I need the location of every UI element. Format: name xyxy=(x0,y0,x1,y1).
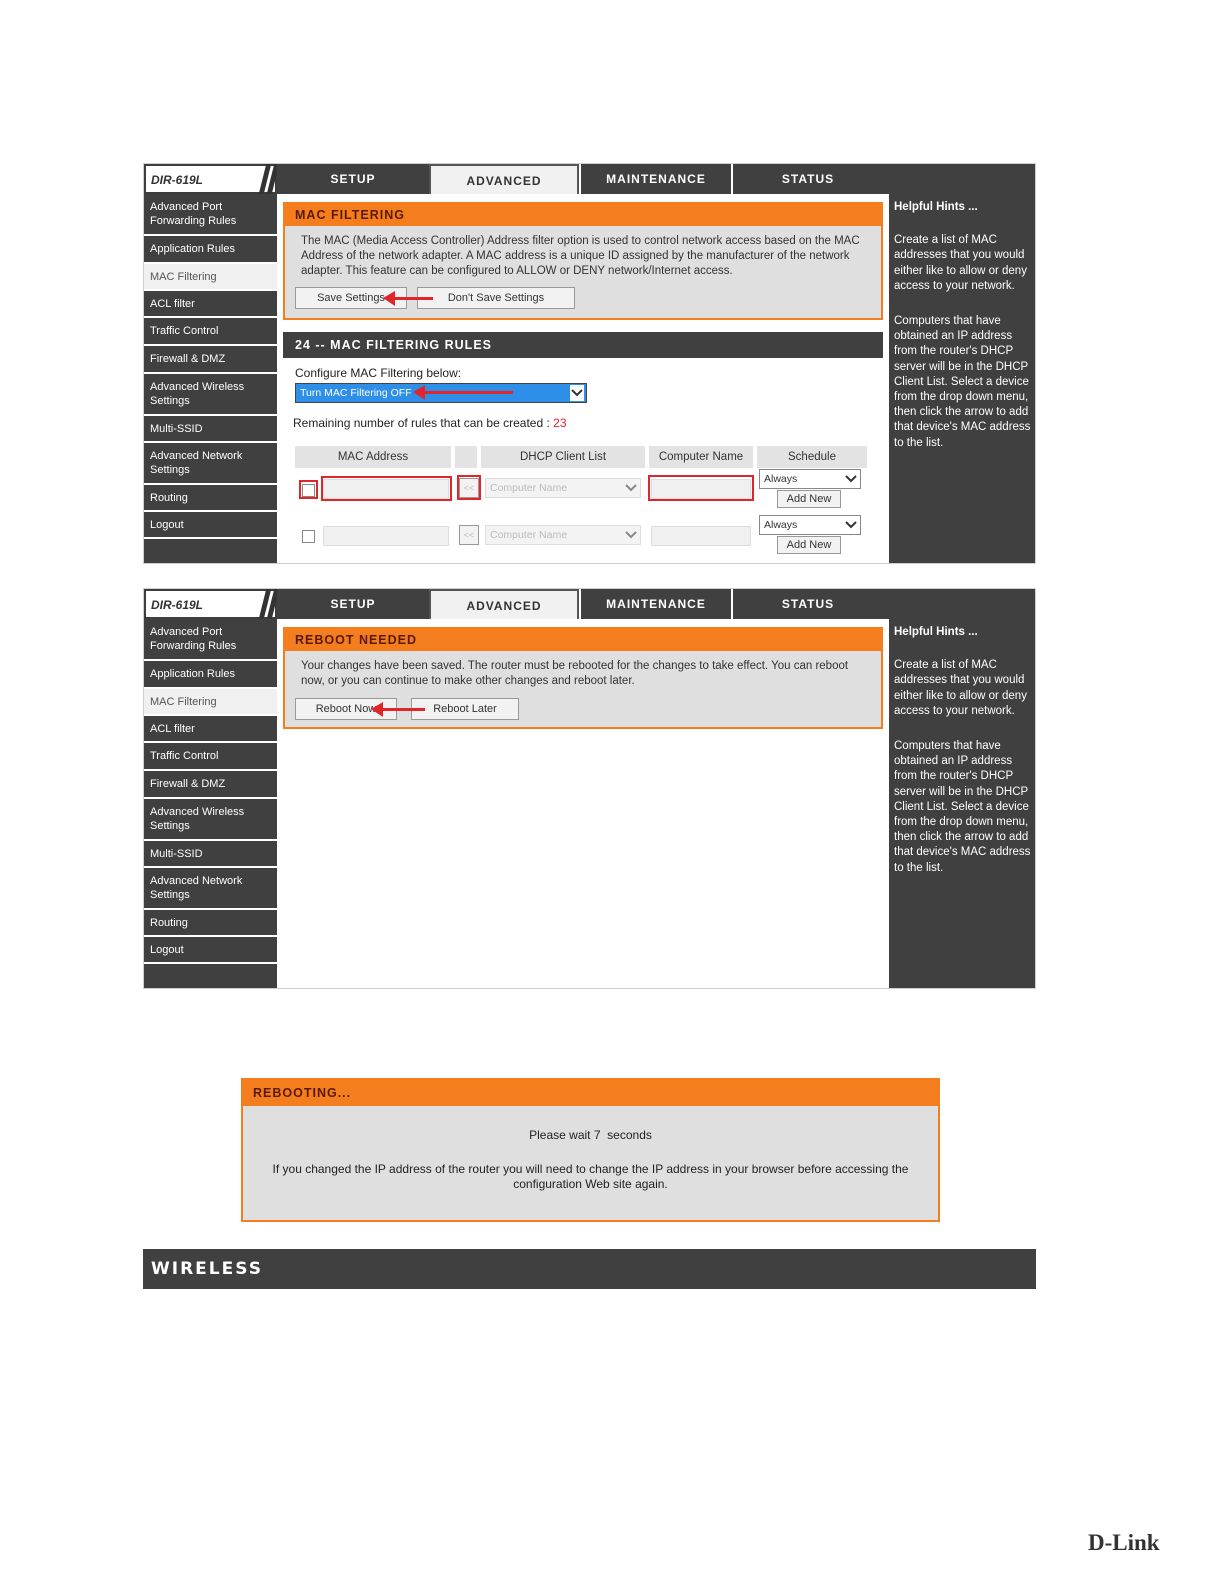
schedule-select[interactable] xyxy=(759,469,861,489)
chevron-down-icon xyxy=(624,480,638,496)
sidebar-item-multi-ssid[interactable]: Multi-SSID xyxy=(144,841,277,868)
schedule-value: Always xyxy=(764,519,798,531)
dont-save-settings-button[interactable]: Don't Save Settings xyxy=(417,287,575,309)
model-name: DIR-619L xyxy=(151,173,204,187)
sidebar-item-acl-filter[interactable]: ACL filter xyxy=(144,291,277,318)
sidebar-item-routing[interactable]: Routing xyxy=(144,485,277,512)
client-placeholder: Computer Name xyxy=(490,529,568,541)
chevron-down-icon xyxy=(844,517,858,533)
chevron-down-icon xyxy=(624,527,638,543)
dlink-model-logo xyxy=(144,589,277,619)
reboot-now-button[interactable]: Reboot Now xyxy=(295,698,397,720)
tab-advanced[interactable]: ADVANCED xyxy=(429,589,579,619)
wireless-footer-bar xyxy=(143,1249,1036,1289)
annotation-highlight-box xyxy=(457,475,481,500)
hints-paragraph: Computers that have obtained an IP address from the router's DHCP server will be in the DHCP Client List. Select a device from the drop down menu, then click the arrow to add that device's MAC address to the list. xyxy=(894,315,1031,449)
add-new-schedule-button[interactable]: Add New xyxy=(777,490,841,508)
router-screenshot-mac-filtering xyxy=(143,163,1036,564)
model-name: DIR-619L xyxy=(151,598,204,612)
sidebar-item-advanced-wireless[interactable]: Advanced Wireless Settings xyxy=(144,799,277,841)
sidebar-item-application-rules[interactable]: Application Rules xyxy=(144,236,277,264)
column-dhcp-client-list: DHCP Client List xyxy=(481,446,645,468)
sidebar-item-application-rules[interactable]: Application Rules xyxy=(144,661,277,689)
sidebar-item-mac-filtering[interactable]: MAC Filtering xyxy=(144,264,277,291)
dhcp-client-select[interactable] xyxy=(485,478,641,498)
rebooting-note: If you changed the IP address of the router you will need to change the IP address in your browser before accessing the configuration Web site again. xyxy=(272,1162,909,1191)
wait-countdown-text: Please wait 7 seconds xyxy=(529,1128,652,1142)
hints-title: Helpful Hints ... xyxy=(894,201,978,213)
copy-mac-button[interactable]: << xyxy=(459,525,479,545)
reboot-message: Your changes have been saved. The router must be rebooted for the changes to take effect. You can reboot now, or you can continue to make other changes and reboot later. xyxy=(301,660,849,687)
schedule-select[interactable] xyxy=(759,515,861,535)
sidebar-item-logout[interactable]: Logout xyxy=(144,512,277,539)
configure-label: Configure MAC Filtering below: xyxy=(295,366,462,380)
sidebar-item-port-forwarding[interactable]: Advanced Port Forwarding Rules xyxy=(144,194,277,236)
section-title: REBOOT NEEDED xyxy=(285,629,881,651)
tab-setup[interactable]: SETUP xyxy=(277,589,429,619)
dlink-brand-logo: D-Link xyxy=(1088,1530,1160,1555)
helpful-hints-panel xyxy=(889,619,1035,988)
rebooting-section xyxy=(241,1078,940,1222)
annotation-arrow-icon xyxy=(393,297,433,300)
tab-setup[interactable]: SETUP xyxy=(277,164,429,194)
rules-title: 24 -- MAC FILTERING RULES xyxy=(283,332,883,358)
router-screenshot-reboot-needed xyxy=(143,588,1036,989)
hints-title: Helpful Hints ... xyxy=(894,626,978,638)
tab-maintenance[interactable]: MAINTENANCE xyxy=(579,589,731,619)
tab-status[interactable]: STATUS xyxy=(731,164,883,194)
column-computer-name: Computer Name xyxy=(649,446,753,468)
save-settings-button[interactable]: Save Settings xyxy=(295,287,407,309)
column-mac-address: MAC Address xyxy=(295,446,451,468)
hints-paragraph: Computers that have obtained an IP address from the router's DHCP server will be in the DHCP Client List. Select a device from the drop down menu, then click the arrow to add that device's MAC address to the list. xyxy=(894,740,1031,874)
sidebar-item-mac-filtering[interactable]: MAC Filtering xyxy=(144,689,277,716)
annotation-highlight-box xyxy=(648,475,754,501)
remaining-label: Remaining number of rules that can be created : xyxy=(293,416,550,430)
sidebar-item-firewall-dmz[interactable]: Firewall & DMZ xyxy=(144,771,277,799)
sidebar xyxy=(144,619,277,988)
dlink-model-logo xyxy=(144,164,277,194)
mac-address-input[interactable] xyxy=(323,526,449,546)
sidebar-item-traffic-control[interactable]: Traffic Control xyxy=(144,318,277,346)
reboot-later-button[interactable]: Reboot Later xyxy=(411,698,519,720)
sidebar-item-advanced-network[interactable]: Advanced Network Settings xyxy=(144,868,277,910)
section-title: MAC FILTERING xyxy=(285,204,881,226)
sidebar xyxy=(144,194,277,563)
annotation-arrow-icon xyxy=(423,391,513,394)
column-schedule: Schedule xyxy=(757,446,867,468)
sidebar-item-advanced-network[interactable]: Advanced Network Settings xyxy=(144,443,277,485)
helpful-hints-panel xyxy=(889,194,1035,563)
sidebar-item-traffic-control[interactable]: Traffic Control xyxy=(144,743,277,771)
annotation-highlight-box xyxy=(321,476,452,501)
sidebar-item-firewall-dmz[interactable]: Firewall & DMZ xyxy=(144,346,277,374)
mode-selected-value: Turn MAC Filtering OFF xyxy=(300,387,412,399)
annotation-arrow-icon xyxy=(381,708,425,711)
chevron-down-icon xyxy=(570,385,584,401)
mac-filtering-rules-section xyxy=(283,332,883,564)
section-description: The MAC (Media Access Controller) Address filter option is used to control network access based on the MAC Address of the network adapter. A MAC address is a unique ID assigned by the manufacturer of the network adapter. This feature can be configured to ALLOW or DENY network/Internet access. xyxy=(301,235,860,277)
top-tab-bar xyxy=(277,164,1035,194)
sidebar-item-logout[interactable]: Logout xyxy=(144,937,277,964)
reboot-needed-section xyxy=(283,627,883,729)
sidebar-item-multi-ssid[interactable]: Multi-SSID xyxy=(144,416,277,443)
sidebar-item-advanced-wireless[interactable]: Advanced Wireless Settings xyxy=(144,374,277,416)
top-tab-bar xyxy=(277,589,1035,619)
hints-paragraph: Create a list of MAC addresses that you would either like to allow or deny access to your network. xyxy=(894,234,1027,292)
sidebar-item-routing[interactable]: Routing xyxy=(144,910,277,937)
schedule-value: Always xyxy=(764,473,798,485)
wireless-label: WIRELESS xyxy=(151,1259,263,1279)
client-placeholder: Computer Name xyxy=(490,482,568,494)
mac-filtering-section xyxy=(283,202,883,320)
annotation-highlight-box xyxy=(299,480,318,499)
rule-enable-checkbox[interactable] xyxy=(302,530,315,543)
column-spacer xyxy=(455,446,477,468)
sidebar-item-acl-filter[interactable]: ACL filter xyxy=(144,716,277,743)
rebooting-title: REBOOTING... xyxy=(243,1080,938,1106)
sidebar-item-port-forwarding[interactable]: Advanced Port Forwarding Rules xyxy=(144,619,277,661)
add-new-schedule-button[interactable]: Add New xyxy=(777,536,841,554)
chevron-down-icon xyxy=(844,471,858,487)
dhcp-client-select[interactable] xyxy=(485,525,641,545)
computer-name-input[interactable] xyxy=(651,526,751,546)
tab-maintenance[interactable]: MAINTENANCE xyxy=(579,164,731,194)
hints-paragraph: Create a list of MAC addresses that you would either like to allow or deny access to your network. xyxy=(894,659,1027,717)
tab-advanced[interactable]: ADVANCED xyxy=(429,164,579,194)
remaining-count: 23 xyxy=(553,416,567,430)
tab-status[interactable]: STATUS xyxy=(731,589,883,619)
remaining-rules-text xyxy=(293,416,567,430)
copy-mac-button[interactable]: << xyxy=(459,478,479,498)
